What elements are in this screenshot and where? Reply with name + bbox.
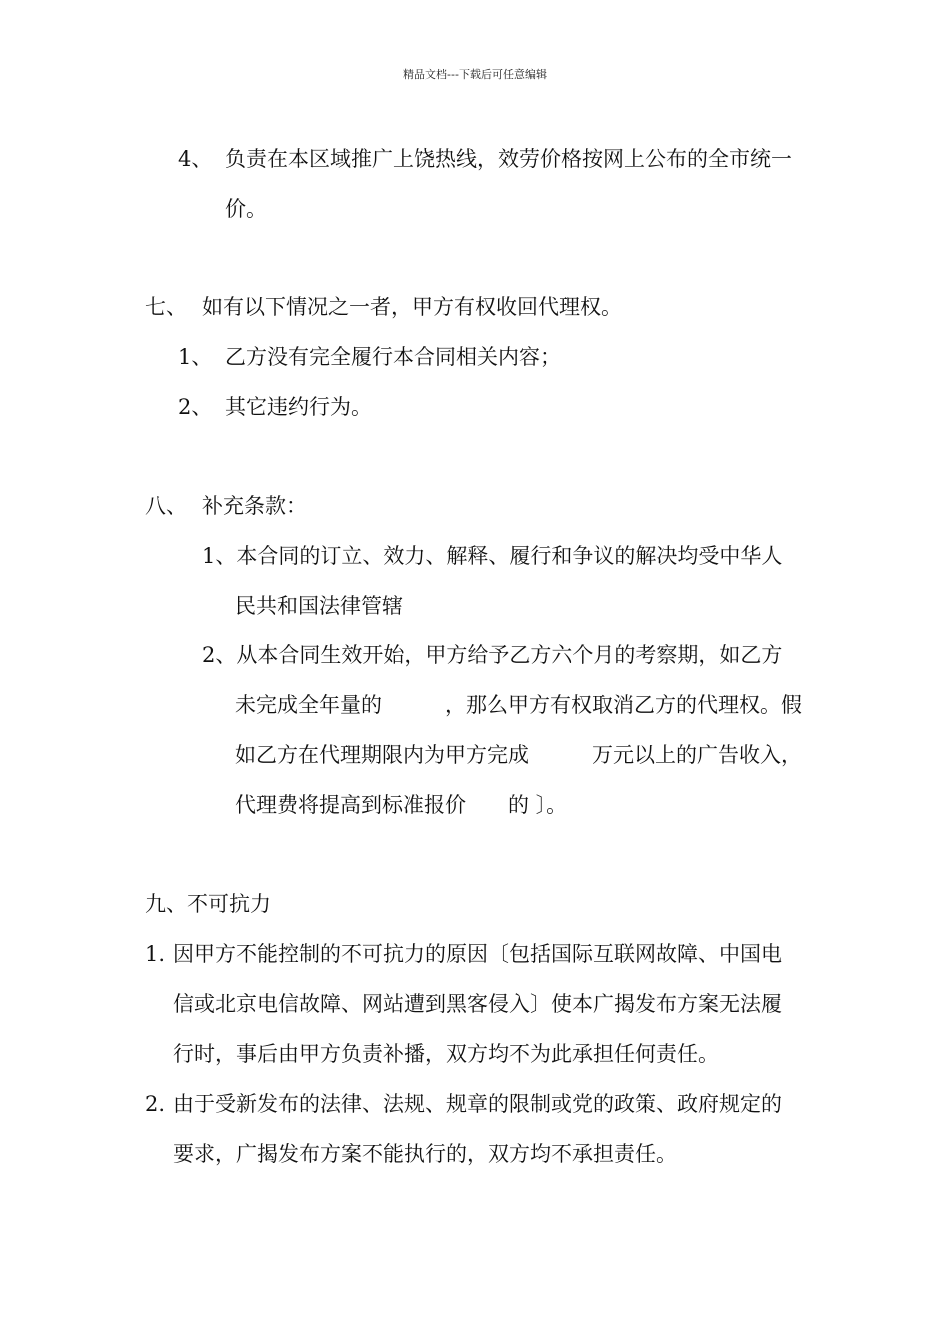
page-header: 精品文档---下载后可任意编辑 — [403, 68, 547, 81]
section-9-item-1-line-3: 行时，事后由甲方负责补播，双方均不为此承担任何责任。 — [173, 1042, 719, 1066]
section-7-number: 七、 — [145, 295, 187, 319]
section-9-item-2-number: 2. — [145, 1092, 166, 1116]
section-7-item-2-number: 2、 — [178, 395, 213, 419]
section-8-number: 八、 — [145, 494, 187, 518]
item-4-number: 4、 — [178, 147, 213, 171]
item-4-line-1: 负责在本区域推广上饶热线，效劳价格按网上公布的全市统一 — [225, 147, 792, 171]
section-9-item-2-line-1: 由于受新发布的法律、法规、规章的限制或党的政策、政府规定的 — [173, 1092, 782, 1116]
section-8-item-2-line-1: 2、从本合同生效开始，甲方给予乙方六个月的考察期，如乙方 — [202, 643, 783, 667]
section-7-item-1-text: 乙方没有完全履行本合同相关内容； — [225, 345, 561, 369]
section-8-item-1-line-1: 1、本合同的订立、效力、解释、履行和争议的解决均受中华人 — [202, 544, 783, 568]
section-9-item-1-line-1: 因甲方不能控制的不可抗力的原因〔包括国际互联网故障、中国电 — [173, 942, 782, 966]
section-8-item-2-line-2: 未完成全年量的 ，那么甲方有权取消乙方的代理权。假 — [235, 693, 802, 717]
section-9-heading: 九、不可抗力 — [145, 892, 271, 916]
section-8-item-2-line-3: 如乙方在代理期限内为甲方完成 万元以上的广告收入， — [235, 743, 802, 767]
section-8-item-1-line-2: 民共和国法律管辖 — [235, 594, 403, 618]
section-9-item-2-line-2: 要求，广揭发布方案不能执行的，双方均不承担责任。 — [173, 1142, 677, 1166]
section-7-heading: 如有以下情况之一者，甲方有权收回代理权。 — [202, 295, 622, 319]
section-9-item-1-line-2: 信或北京电信故障、网站遭到黑客侵入〕使本广揭发布方案无法履 — [173, 992, 782, 1016]
section-8-item-2-line-4: 代理费将提高到标准报价 的 〕。 — [235, 793, 568, 817]
section-9-item-1-number: 1. — [145, 942, 166, 966]
item-4-line-2: 价。 — [225, 197, 267, 221]
section-7-item-1-number: 1、 — [178, 345, 213, 369]
section-8-heading: 补充条款： — [202, 494, 307, 518]
section-7-item-2-text: 其它违约行为。 — [225, 395, 372, 419]
